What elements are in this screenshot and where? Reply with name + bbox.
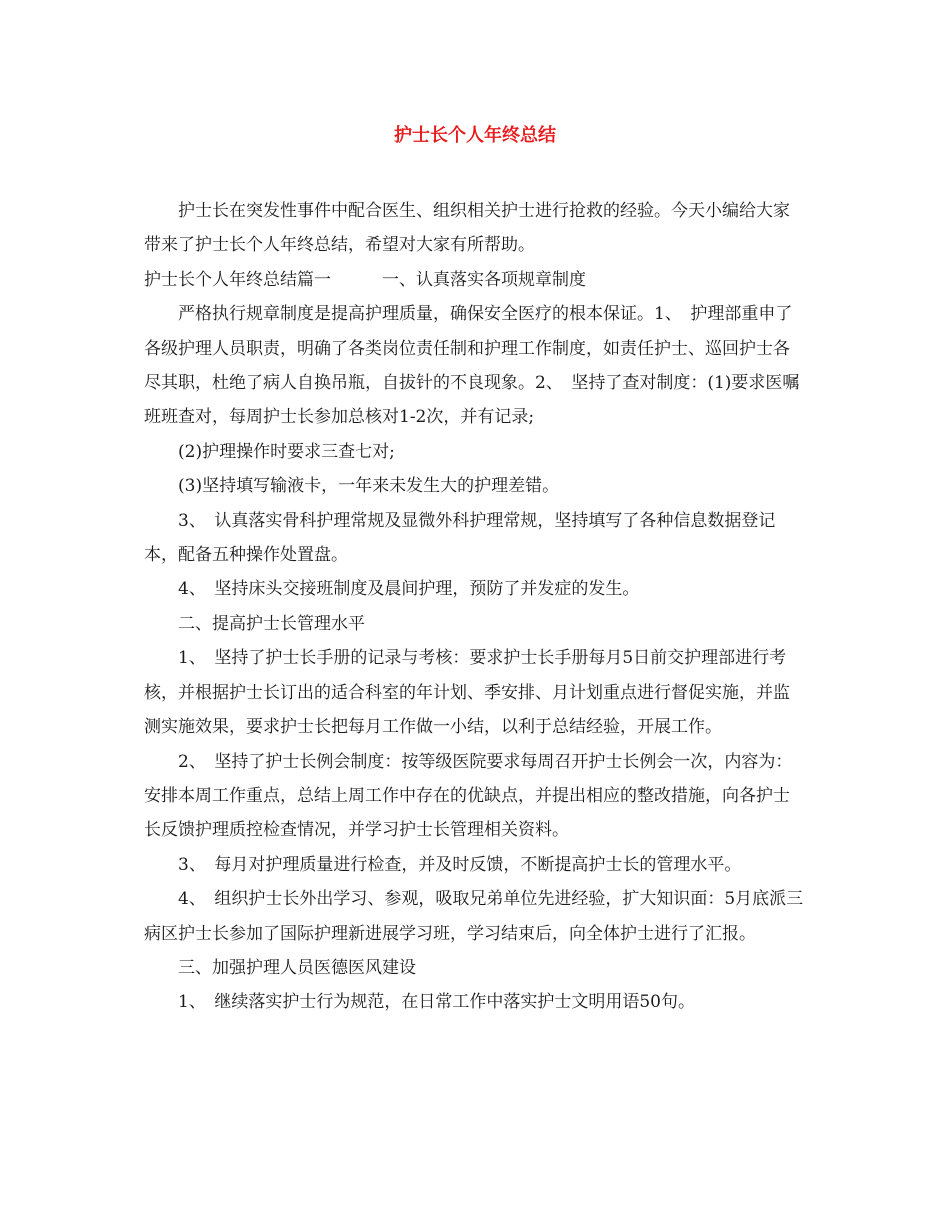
paragraph: 4、 组织护士长外出学习、参观，吸取兄弟单位先进经验，扩大知识面：5月底派三病区护士长参加了国际护理新进展学习班，学习结束后，向全体护士进行了汇报。	[144, 889, 804, 944]
paragraph: 3、 每月对护理质量进行检查，并及时反馈，不断提高护士长的管理水平。	[178, 854, 742, 875]
paragraph: 2、 坚持了护士长例会制度：按等级医院要求每周召开护士长例会一次，内容为：安排本周工作重点，总结上周工作中存在的优缺点，并提出相应的整改措施，向各护士长反馈护理质控检查情况，并学习护士长管理相关资料。	[144, 751, 793, 841]
paragraph: 三、加强护理人员医德医风建设	[178, 957, 416, 978]
paragraph: (3)坚持填写输液卡，一年来未发生大的护理差错。	[178, 476, 560, 497]
paragraph: 严格执行规章制度是提高护理质量，确保安全医疗的根本保证。1、 护理部重申了各级护理人员职责，明确了各类岗位责任制和护理工作制度，如责任护士、巡回护士各尽其职，杜绝了病人自换吊瓶，自拔针的不良现象。2、 坚持了查对制度：(1)要求医嘱班班查对，每周护士长参加总核对1-2次，并有记录;	[144, 304, 800, 428]
document-title: 护士长个人年终总结	[394, 125, 556, 146]
paragraph: 4、 坚持床头交接班制度及晨间护理，预防了并发症的发生。	[178, 579, 640, 600]
document-body	[144, 194, 804, 1020]
paragraph: 3、 认真落实骨科护理常规及显微外科护理常规，坚持填写了各种信息数据登记本，配备五种操作处置盘。	[144, 510, 776, 566]
paragraph: 护士长在突发性事件中配合医生、组织相关护士进行抢救的经验。今天小编给大家带来了护士长个人年终总结，希望对大家有所帮助。	[144, 201, 790, 256]
paragraph: (2)护理操作时要求三查七对;	[178, 441, 395, 462]
paragraph: 护士长个人年终总结篇一 一、认真落实各项规章制度	[144, 269, 586, 290]
paragraph: 1、 继续落实护士行为规范，在日常工作中落实护士文明用语50句。	[178, 992, 695, 1013]
paragraph: 二、提高护士长管理水平	[178, 613, 365, 634]
paragraph: 1、 坚持了护士长手册的记录与考核：要求护士长手册每月5日前交护理部进行考核，并根据护士长订出的适合科室的年计划、季安排、月计划重点进行督促实施，并监测实施效果，要求护士长把每月工作做一小结，以利于总结经验，开展工作。	[144, 648, 790, 738]
